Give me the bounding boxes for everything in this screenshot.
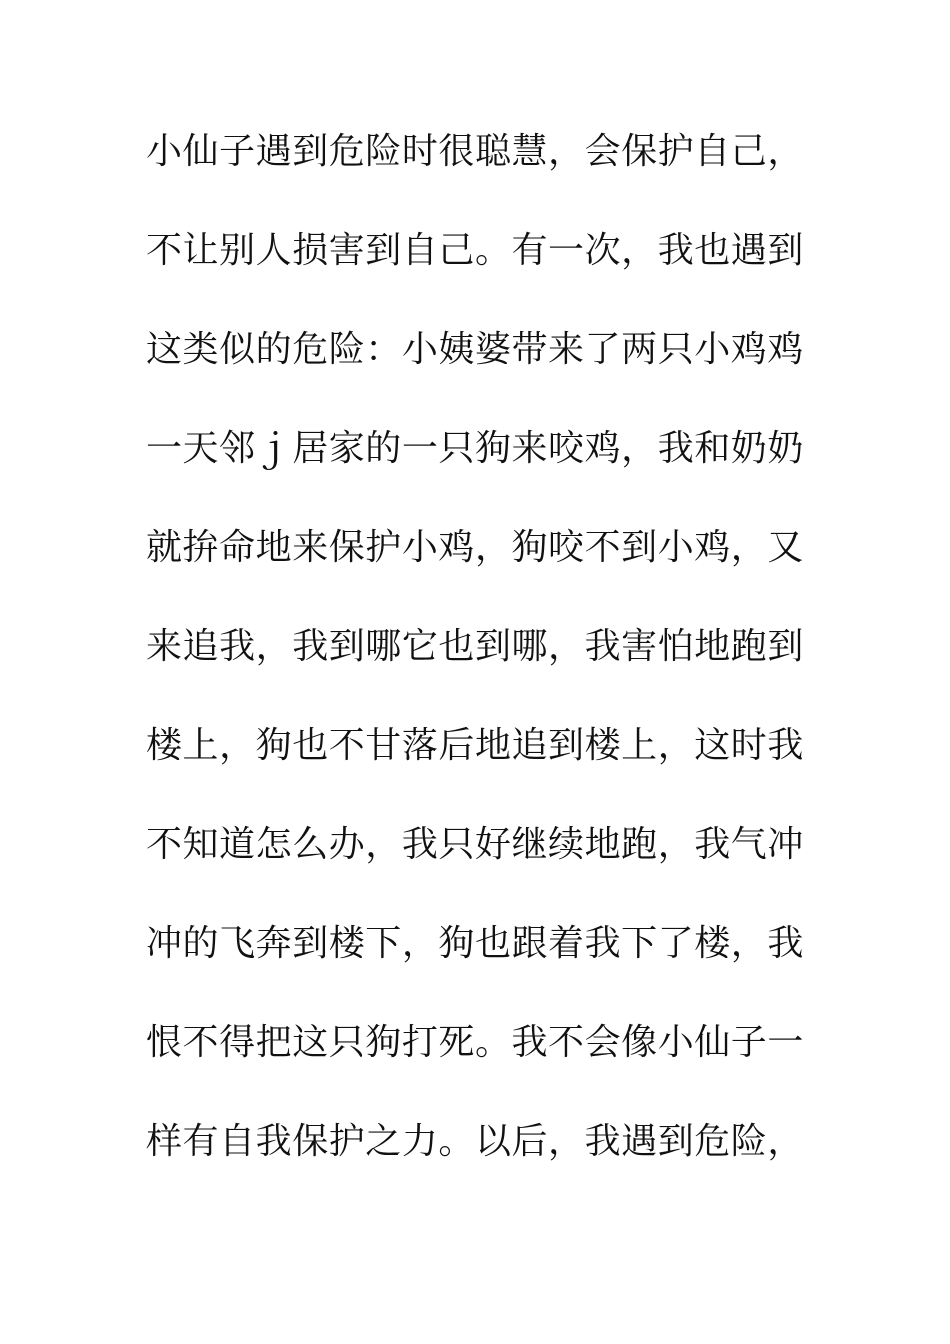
text-line: 一天邻ｊ居家的一只狗来咬鸡，我和奶奶 (146, 428, 804, 469)
text-line: 恨不得把这只狗打死。我不会像小仙子一 (146, 1022, 804, 1063)
text-line: 样有自我保护之力。以后，我遇到危险， (146, 1121, 804, 1162)
text-line: 不知道怎么办，我只好继续地跑，我气冲 (146, 824, 804, 865)
text-line: 小仙子遇到危险时很聪慧，会保护自己， (146, 131, 804, 172)
body-text (146, 122, 826, 1211)
text-line: 不让别人损害到自己。有一次，我也遇到 (146, 230, 804, 271)
text-line: 这类似的危险：小姨婆带来了两只小鸡鸡 (146, 329, 804, 370)
text-line: 就拚命地来保护小鸡，狗咬不到小鸡，又 (146, 527, 804, 568)
text-line: 楼上，狗也不甘落后地追到楼上，这时我 (146, 725, 804, 766)
text-line: 来追我，我到哪它也到哪，我害怕地跑到 (146, 626, 804, 667)
text-line: 冲的飞奔到楼下，狗也跟着我下了楼，我 (146, 923, 804, 964)
